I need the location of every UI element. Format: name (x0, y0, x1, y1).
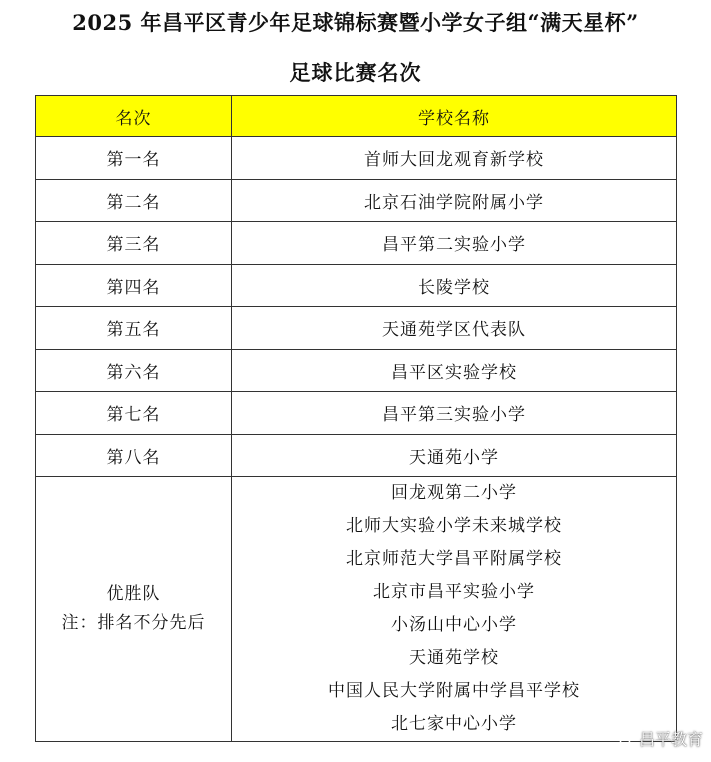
winners-list-cell (232, 477, 677, 742)
school-cell: 天通苑小学 (232, 434, 677, 477)
source-watermark (615, 727, 703, 750)
results-table (35, 95, 677, 742)
rank-cell: 第三名 (36, 222, 232, 265)
rank-cell: 第七名 (36, 392, 232, 435)
document-title: 2025 年昌平区青少年足球锦标赛暨小学女子组“满天星杯” (72, 10, 639, 35)
rank-cell: 第二名 (36, 179, 232, 222)
school-cell: 北京石油学院附属小学 (232, 179, 677, 222)
paw-logo-icon (615, 730, 635, 748)
table-row (36, 179, 677, 222)
school-cell: 天通苑学区代表队 (232, 307, 677, 350)
winner-school: 北京师范大学昌平附属学校 (346, 549, 562, 569)
winners-row (36, 477, 677, 742)
school-cell: 昌平第二实验小学 (232, 222, 677, 265)
table-row (36, 349, 677, 392)
table-row (36, 392, 677, 435)
school-cell: 首师大回龙观育新学校 (232, 137, 677, 180)
table-row (36, 434, 677, 477)
school-cell: 昌平区实验学校 (232, 349, 677, 392)
winner-school: 中国人民大学附属中学昌平学校 (328, 681, 580, 701)
winner-school: 北师大实验小学未来城学校 (346, 516, 562, 536)
rank-cell: 第四名 (36, 264, 232, 307)
winners-label-cell (36, 477, 232, 742)
winner-school: 北京市昌平实验小学 (373, 582, 535, 602)
watermark-text: 昌平教育 (638, 730, 703, 749)
winners-note: 注：排名不分先后 (61, 613, 206, 633)
header-school-name: 学校名称 (232, 96, 677, 137)
rank-cell: 第八名 (36, 434, 232, 477)
winner-school: 回龙观第二小学 (391, 483, 517, 503)
document-subtitle: 足球比赛名次 (289, 60, 422, 85)
table-row (36, 222, 677, 265)
rank-cell: 第六名 (36, 349, 232, 392)
header-rank: 名次 (36, 96, 232, 137)
winners-label: 优胜队 (106, 584, 161, 604)
rank-cell: 第五名 (36, 307, 232, 350)
school-cell: 昌平第三实验小学 (232, 392, 677, 435)
winner-school: 北七家中心小学 (391, 714, 517, 734)
school-cell: 长陵学校 (232, 264, 677, 307)
rank-cell: 第一名 (36, 137, 232, 180)
table-header-row (36, 96, 677, 137)
winner-school: 小汤山中心小学 (391, 615, 517, 635)
table-row (36, 137, 677, 180)
table-row (36, 264, 677, 307)
winner-school: 天通苑学校 (409, 648, 499, 668)
table-row (36, 307, 677, 350)
